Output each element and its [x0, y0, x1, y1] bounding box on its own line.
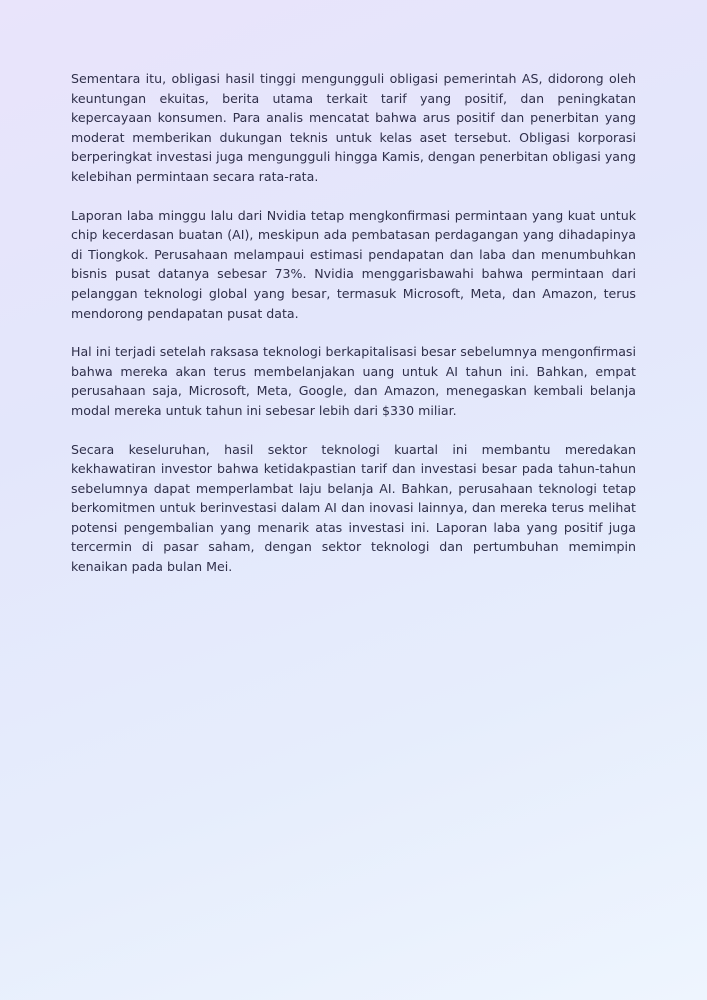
- paragraph-high-yield-bonds: Sementara itu, obligasi hasil tinggi mengungguli obligasi pemerintah AS, didorong oleh keuntungan ekuitas, berita utama terkait tarif yang positif, dan peningkatan kepercayaan konsumen. Para analis mencatat bahwa arus positif dan penerbitan yang moderat memberikan dukungan teknis untuk kelas aset tersebut. Obligasi korporasi berperingkat investasi juga mengungguli hingga Kamis, dengan penerbitan obligasi yang kelebihan permintaan secara rata-rata.: [71, 71, 636, 184]
- article-body: [71, 69, 636, 596]
- paragraph-tech-sector-summary: Secara keseluruhan, hasil sektor teknologi kuartal ini membantu meredakan kekhawatiran investor bahwa ketidakpastian tarif dan investasi besar pada tahun-tahun sebelumnya dapat memperlambat laju belanja AI. Bahkan, perusahaan teknologi tetap berkomitmen untuk berinvestasi dalam AI dan inovasi lainnya, dan mereka terus melihat potensi pengembalian yang menarik atas investasi ini. Laporan laba yang positif juga tercermin di pasar saham, dengan sektor teknologi dan pertumbuhan memimpin kenaikan pada bulan Mei.: [71, 441, 636, 575]
- paragraph-tech-capex: Hal ini terjadi setelah raksasa teknologi berkapitalisasi besar sebelumnya mengonfirmasi bahwa mereka akan terus membelanjakan uang untuk AI tahun ini. Bahkan, empat perusahaan saja, Microsoft, Meta, Google, dan Amazon, menegaskan kembali belanja modal mereka untuk tahun ini sebesar lebih dari $330 miliar.: [71, 344, 636, 418]
- paragraph-nvidia-earnings: Laporan laba minggu lalu dari Nvidia tetap mengkonfirmasi permintaan yang kuat untuk chip kecerdasan buatan (AI), meskipun ada pembatasan perdagangan yang dihadapinya di Tiongkok. Perusahaan melampaui estimasi pendapatan dan laba dan menumbuhkan bisnis pusat datanya sebesar 73%. Nvidia menggarisbawahi bahwa permintaan dari pelanggan teknologi global yang besar, termasuk Microsoft, Meta, dan Amazon, terus mendorong pendapatan pusat data.: [71, 207, 636, 321]
